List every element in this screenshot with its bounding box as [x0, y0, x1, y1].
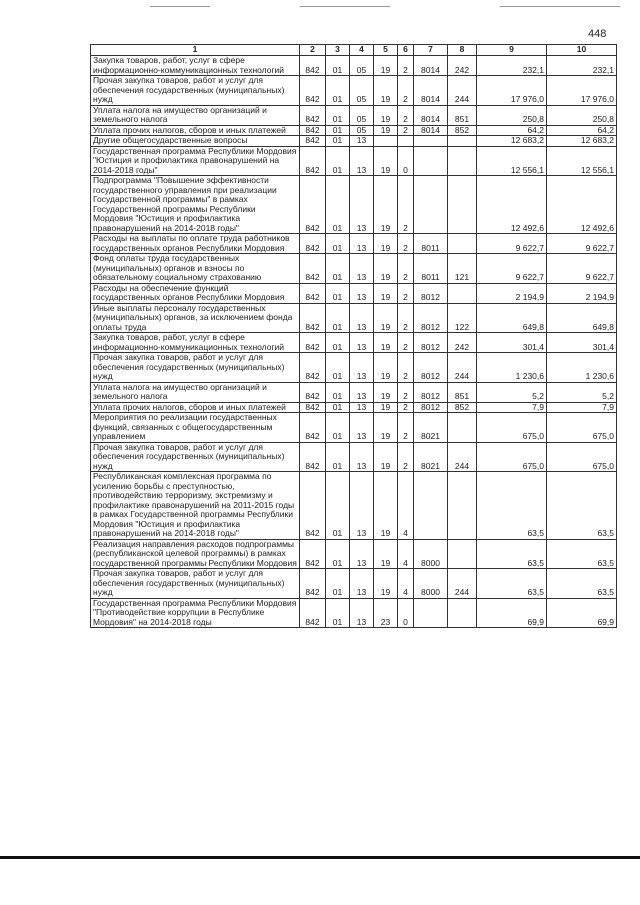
amount-total-cell: 5,2	[547, 382, 617, 402]
table-row	[91, 146, 617, 176]
direction-code-cell	[414, 472, 448, 540]
table-row	[91, 402, 617, 413]
table-row	[91, 176, 617, 234]
column-header: 9	[477, 45, 547, 56]
admin-code-cell: 842	[300, 105, 326, 125]
table-row	[91, 234, 617, 254]
table-row	[91, 56, 617, 76]
expense-type-cell: 242	[448, 333, 477, 353]
amount-cell: 675,0	[477, 442, 547, 472]
amount-cell: 1 230,6	[477, 353, 547, 383]
amount-cell: 63,5	[477, 539, 547, 569]
direction-code-cell: 8012	[414, 283, 448, 303]
section-code-cell: 01	[326, 382, 350, 402]
program-code-cell: 19	[374, 105, 398, 125]
column-header: 8	[448, 45, 477, 56]
row-name-cell: Государственная программа Республики Мордовия "Противодействие коррупции в Республике Мордовия" на 2014-2018 годы	[91, 598, 300, 628]
program-code-cell: 19	[374, 76, 398, 106]
subsection-code-cell: 13	[350, 569, 374, 599]
direction-code-cell: 8011	[414, 254, 448, 284]
header-row	[91, 45, 617, 56]
section-code-cell: 01	[326, 125, 350, 136]
section-code-cell: 01	[326, 56, 350, 76]
section-code-cell: 01	[326, 283, 350, 303]
subsection-code-cell: 13	[350, 303, 374, 333]
row-name-cell: Уплата прочих налогов, сборов и иных платежей	[91, 402, 300, 413]
amount-cell: 69,9	[477, 598, 547, 628]
admin-code-cell: 842	[300, 254, 326, 284]
expense-type-cell: 244	[448, 569, 477, 599]
row-name-cell: Другие общегосударственные вопросы	[91, 136, 300, 147]
program-code-cell: 23	[374, 598, 398, 628]
amount-cell: 63,5	[477, 569, 547, 599]
amount-cell: 7,9	[477, 402, 547, 413]
expense-type-cell	[448, 176, 477, 234]
subprogram-code-cell: 4	[398, 539, 414, 569]
row-name-cell: Прочая закупка товаров, работ и услуг для обеспечения государственных (муниципальных) нужд	[91, 569, 300, 599]
amount-total-cell: 649,8	[547, 303, 617, 333]
subsection-code-cell: 13	[350, 146, 374, 176]
amount-total-cell: 232,1	[547, 56, 617, 76]
scan-artifact	[500, 6, 620, 7]
program-code-cell: 19	[374, 303, 398, 333]
subsection-code-cell: 13	[350, 382, 374, 402]
amount-cell: 649,8	[477, 303, 547, 333]
row-name-cell: Подпрограмма "Повышение эффективности государственного управления при реализации Государственной программы" в рамках Государственной программы Республики Мордовия "Юстиция и профилактика правонарушений на 2014-2018 годы"	[91, 176, 300, 234]
amount-cell: 12 683,2	[477, 136, 547, 147]
row-name-cell: Уплата налога на имущество организаций и земельного налога	[91, 382, 300, 402]
admin-code-cell: 842	[300, 598, 326, 628]
budget-table	[90, 44, 617, 628]
subprogram-code-cell: 2	[398, 254, 414, 284]
amount-total-cell: 2 194,9	[547, 283, 617, 303]
direction-code-cell	[414, 598, 448, 628]
scan-artifact	[300, 6, 390, 7]
program-code-cell: 19	[374, 254, 398, 284]
expense-type-cell	[448, 146, 477, 176]
expense-type-cell: 244	[448, 442, 477, 472]
section-code-cell: 01	[326, 76, 350, 106]
amount-total-cell: 63,5	[547, 569, 617, 599]
admin-code-cell: 842	[300, 56, 326, 76]
row-name-cell: Фонд оплаты труда государственных (муниципальных) органов и взносы по обязательному социальному страхованию	[91, 254, 300, 284]
amount-total-cell: 17 976,0	[547, 76, 617, 106]
section-code-cell: 01	[326, 569, 350, 599]
expense-type-cell: 851	[448, 105, 477, 125]
subsection-code-cell: 13	[350, 176, 374, 234]
subprogram-code-cell: 2	[398, 76, 414, 106]
section-code-cell: 01	[326, 402, 350, 413]
table-row	[91, 442, 617, 472]
expense-type-cell: 852	[448, 125, 477, 136]
amount-total-cell: 250,8	[547, 105, 617, 125]
amount-total-cell: 63,5	[547, 539, 617, 569]
expense-type-cell: 122	[448, 303, 477, 333]
amount-total-cell: 301,4	[547, 333, 617, 353]
column-header: 6	[398, 45, 414, 56]
program-code-cell: 19	[374, 569, 398, 599]
row-name-cell: Прочая закупка товаров, работ и услуг для обеспечения государственных (муниципальных) нужд	[91, 442, 300, 472]
table-row	[91, 598, 617, 628]
amount-total-cell: 1 230,6	[547, 353, 617, 383]
amount-cell: 5,2	[477, 382, 547, 402]
amount-total-cell: 12 492,6	[547, 176, 617, 234]
amount-cell: 12 556,1	[477, 146, 547, 176]
row-name-cell: Закупка товаров, работ, услуг в сфере информационно-коммуникационных технологий	[91, 56, 300, 76]
admin-code-cell: 842	[300, 283, 326, 303]
program-code-cell: 19	[374, 125, 398, 136]
program-code-cell: 19	[374, 413, 398, 443]
expense-type-cell: 244	[448, 353, 477, 383]
expense-type-cell	[448, 472, 477, 540]
table-row	[91, 303, 617, 333]
subprogram-code-cell: 4	[398, 569, 414, 599]
subprogram-code-cell: 2	[398, 303, 414, 333]
program-code-cell: 19	[374, 283, 398, 303]
subsection-code-cell: 05	[350, 105, 374, 125]
subprogram-code-cell: 2	[398, 176, 414, 234]
expense-type-cell: 851	[448, 382, 477, 402]
direction-code-cell	[414, 146, 448, 176]
subsection-code-cell: 05	[350, 76, 374, 106]
amount-cell: 17 976,0	[477, 76, 547, 106]
table-row	[91, 569, 617, 599]
column-header: 3	[326, 45, 350, 56]
section-code-cell: 01	[326, 176, 350, 234]
program-code-cell: 19	[374, 234, 398, 254]
admin-code-cell: 842	[300, 413, 326, 443]
subprogram-code-cell: 2	[398, 402, 414, 413]
subprogram-code-cell: 2	[398, 442, 414, 472]
direction-code-cell: 8012	[414, 303, 448, 333]
amount-cell: 2 194,9	[477, 283, 547, 303]
program-code-cell: 19	[374, 402, 398, 413]
amount-cell: 9 622,7	[477, 254, 547, 284]
subprogram-code-cell: 2	[398, 413, 414, 443]
column-header: 4	[350, 45, 374, 56]
direction-code-cell: 8000	[414, 539, 448, 569]
amount-cell: 675,0	[477, 413, 547, 443]
expense-type-cell: 121	[448, 254, 477, 284]
expense-type-cell: 852	[448, 402, 477, 413]
row-name-cell: Государственная программа Республики Мордовия "Юстиция и профилактика правонарушений на 2014-2018 годы"	[91, 146, 300, 176]
direction-code-cell: 8021	[414, 442, 448, 472]
subprogram-code-cell: 2	[398, 105, 414, 125]
amount-total-cell: 675,0	[547, 442, 617, 472]
subsection-code-cell: 13	[350, 402, 374, 413]
table-row	[91, 76, 617, 106]
subprogram-code-cell: 2	[398, 125, 414, 136]
admin-code-cell: 842	[300, 353, 326, 383]
amount-total-cell: 7,9	[547, 402, 617, 413]
amount-total-cell: 64,2	[547, 125, 617, 136]
scan-artifact	[150, 6, 210, 7]
section-code-cell: 01	[326, 146, 350, 176]
subsection-code-cell: 13	[350, 472, 374, 540]
subprogram-code-cell: 4	[398, 472, 414, 540]
row-name-cell: Уплата налога на имущество организаций и земельного налога	[91, 105, 300, 125]
direction-code-cell: 8014	[414, 105, 448, 125]
subprogram-code-cell: 2	[398, 333, 414, 353]
subprogram-code-cell: 2	[398, 56, 414, 76]
amount-cell: 63,5	[477, 472, 547, 540]
direction-code-cell: 8012	[414, 382, 448, 402]
admin-code-cell: 842	[300, 382, 326, 402]
subsection-code-cell: 13	[350, 442, 374, 472]
program-code-cell: 19	[374, 539, 398, 569]
program-code-cell: 19	[374, 56, 398, 76]
amount-total-cell: 9 622,7	[547, 234, 617, 254]
section-code-cell: 01	[326, 234, 350, 254]
subprogram-code-cell: 2	[398, 382, 414, 402]
table-row	[91, 333, 617, 353]
subsection-code-cell: 13	[350, 254, 374, 284]
subsection-code-cell: 05	[350, 125, 374, 136]
amount-total-cell: 12 683,2	[547, 136, 617, 147]
expense-type-cell	[448, 136, 477, 147]
subprogram-code-cell	[398, 136, 414, 147]
section-code-cell: 01	[326, 254, 350, 284]
amount-total-cell: 675,0	[547, 413, 617, 443]
subprogram-code-cell: 0	[398, 146, 414, 176]
amount-cell: 12 492,6	[477, 176, 547, 234]
table-row	[91, 105, 617, 125]
amount-total-cell: 12 556,1	[547, 146, 617, 176]
amount-cell: 232,1	[477, 56, 547, 76]
table-row	[91, 382, 617, 402]
section-code-cell: 01	[326, 303, 350, 333]
table-row	[91, 413, 617, 443]
table-row	[91, 539, 617, 569]
expense-type-cell: 244	[448, 76, 477, 106]
admin-code-cell: 842	[300, 569, 326, 599]
subprogram-code-cell: 0	[398, 598, 414, 628]
expense-type-cell	[448, 283, 477, 303]
admin-code-cell: 842	[300, 146, 326, 176]
row-name-cell: Уплата прочих налогов, сборов и иных платежей	[91, 125, 300, 136]
subsection-code-cell: 13	[350, 413, 374, 443]
row-name-cell: Расходы на выплаты по оплате труда работников государственных органов Республики Мордовия	[91, 234, 300, 254]
expense-type-cell	[448, 413, 477, 443]
column-header: 1	[91, 45, 300, 56]
program-code-cell	[374, 136, 398, 147]
amount-cell: 301,4	[477, 333, 547, 353]
admin-code-cell: 842	[300, 76, 326, 106]
table-row	[91, 472, 617, 540]
admin-code-cell: 842	[300, 176, 326, 234]
table-body	[91, 56, 617, 628]
section-code-cell: 01	[326, 442, 350, 472]
amount-cell: 64,2	[477, 125, 547, 136]
admin-code-cell: 842	[300, 333, 326, 353]
program-code-cell: 19	[374, 353, 398, 383]
row-name-cell: Прочая закупка товаров, работ и услуг для обеспечения государственных (муниципальных) нужд	[91, 353, 300, 383]
amount-total-cell: 9 622,7	[547, 254, 617, 284]
column-header: 10	[547, 45, 617, 56]
direction-code-cell	[414, 136, 448, 147]
row-name-cell: Мероприятия по реализации государственных функций, связанных с общегосударственным управлением	[91, 413, 300, 443]
subsection-code-cell: 13	[350, 283, 374, 303]
expense-type-cell	[448, 539, 477, 569]
section-code-cell: 01	[326, 353, 350, 383]
amount-total-cell: 63,5	[547, 472, 617, 540]
direction-code-cell: 8011	[414, 234, 448, 254]
section-code-cell: 01	[326, 539, 350, 569]
program-code-cell: 19	[374, 333, 398, 353]
row-name-cell: Прочая закупка товаров, работ и услуг для обеспечения государственных (муниципальных) нужд	[91, 76, 300, 106]
table-row	[91, 125, 617, 136]
subsection-code-cell: 13	[350, 598, 374, 628]
column-header: 5	[374, 45, 398, 56]
subprogram-code-cell: 2	[398, 283, 414, 303]
subsection-code-cell: 13	[350, 539, 374, 569]
admin-code-cell: 842	[300, 402, 326, 413]
direction-code-cell: 8012	[414, 333, 448, 353]
table-row	[91, 353, 617, 383]
table-row	[91, 254, 617, 284]
section-code-cell: 01	[326, 105, 350, 125]
row-name-cell: Иные выплаты персоналу государственных (муниципальных) органов, за исключением фонда оплаты труда	[91, 303, 300, 333]
section-code-cell: 01	[326, 472, 350, 540]
expense-type-cell: 242	[448, 56, 477, 76]
amount-cell: 250,8	[477, 105, 547, 125]
program-code-cell: 19	[374, 382, 398, 402]
subsection-code-cell: 13	[350, 333, 374, 353]
row-name-cell: Закупка товаров, работ, услуг в сфере информационно-коммуникационных технологий	[91, 333, 300, 353]
expense-type-cell	[448, 598, 477, 628]
admin-code-cell: 842	[300, 303, 326, 333]
program-code-cell: 19	[374, 442, 398, 472]
bottom-rule	[0, 856, 640, 859]
row-name-cell: Реализация направления расходов подпрограммы (республиканской целевой программы) в рамках государственной программы Республики Мордовия	[91, 539, 300, 569]
direction-code-cell: 8014	[414, 125, 448, 136]
page-number: 448	[588, 28, 607, 40]
direction-code-cell: 8014	[414, 56, 448, 76]
subprogram-code-cell: 2	[398, 353, 414, 383]
subprogram-code-cell: 2	[398, 234, 414, 254]
table-row	[91, 136, 617, 147]
admin-code-cell: 842	[300, 539, 326, 569]
row-name-cell: Республиканская комплексная программа по усилению борьбы с преступностью, противодействию терроризму, экстремизму и профилактике правонарушений на 2011-2015 годы в рамках Государственной программы Республики Мордовия "Юстиция и профилактика правонарушений на 2014-2018 годы"	[91, 472, 300, 540]
column-header: 2	[300, 45, 326, 56]
column-header: 7	[414, 45, 448, 56]
amount-total-cell: 69,9	[547, 598, 617, 628]
subsection-code-cell: 05	[350, 56, 374, 76]
program-code-cell: 19	[374, 472, 398, 540]
subsection-code-cell: 13	[350, 234, 374, 254]
direction-code-cell: 8021	[414, 413, 448, 443]
section-code-cell: 01	[326, 136, 350, 147]
admin-code-cell: 842	[300, 442, 326, 472]
subsection-code-cell: 13	[350, 353, 374, 383]
direction-code-cell: 8012	[414, 353, 448, 383]
admin-code-cell: 842	[300, 136, 326, 147]
admin-code-cell: 842	[300, 125, 326, 136]
program-code-cell: 19	[374, 176, 398, 234]
program-code-cell: 19	[374, 146, 398, 176]
row-name-cell: Расходы на обеспечение функций государственных органов Республики Мордовия	[91, 283, 300, 303]
section-code-cell: 01	[326, 413, 350, 443]
direction-code-cell: 8000	[414, 569, 448, 599]
subsection-code-cell: 13	[350, 136, 374, 147]
section-code-cell: 01	[326, 598, 350, 628]
expense-type-cell	[448, 234, 477, 254]
direction-code-cell: 8012	[414, 402, 448, 413]
direction-code-cell: 8014	[414, 76, 448, 106]
direction-code-cell	[414, 176, 448, 234]
amount-cell: 9 622,7	[477, 234, 547, 254]
admin-code-cell: 842	[300, 234, 326, 254]
admin-code-cell: 842	[300, 472, 326, 540]
table-row	[91, 283, 617, 303]
section-code-cell: 01	[326, 333, 350, 353]
